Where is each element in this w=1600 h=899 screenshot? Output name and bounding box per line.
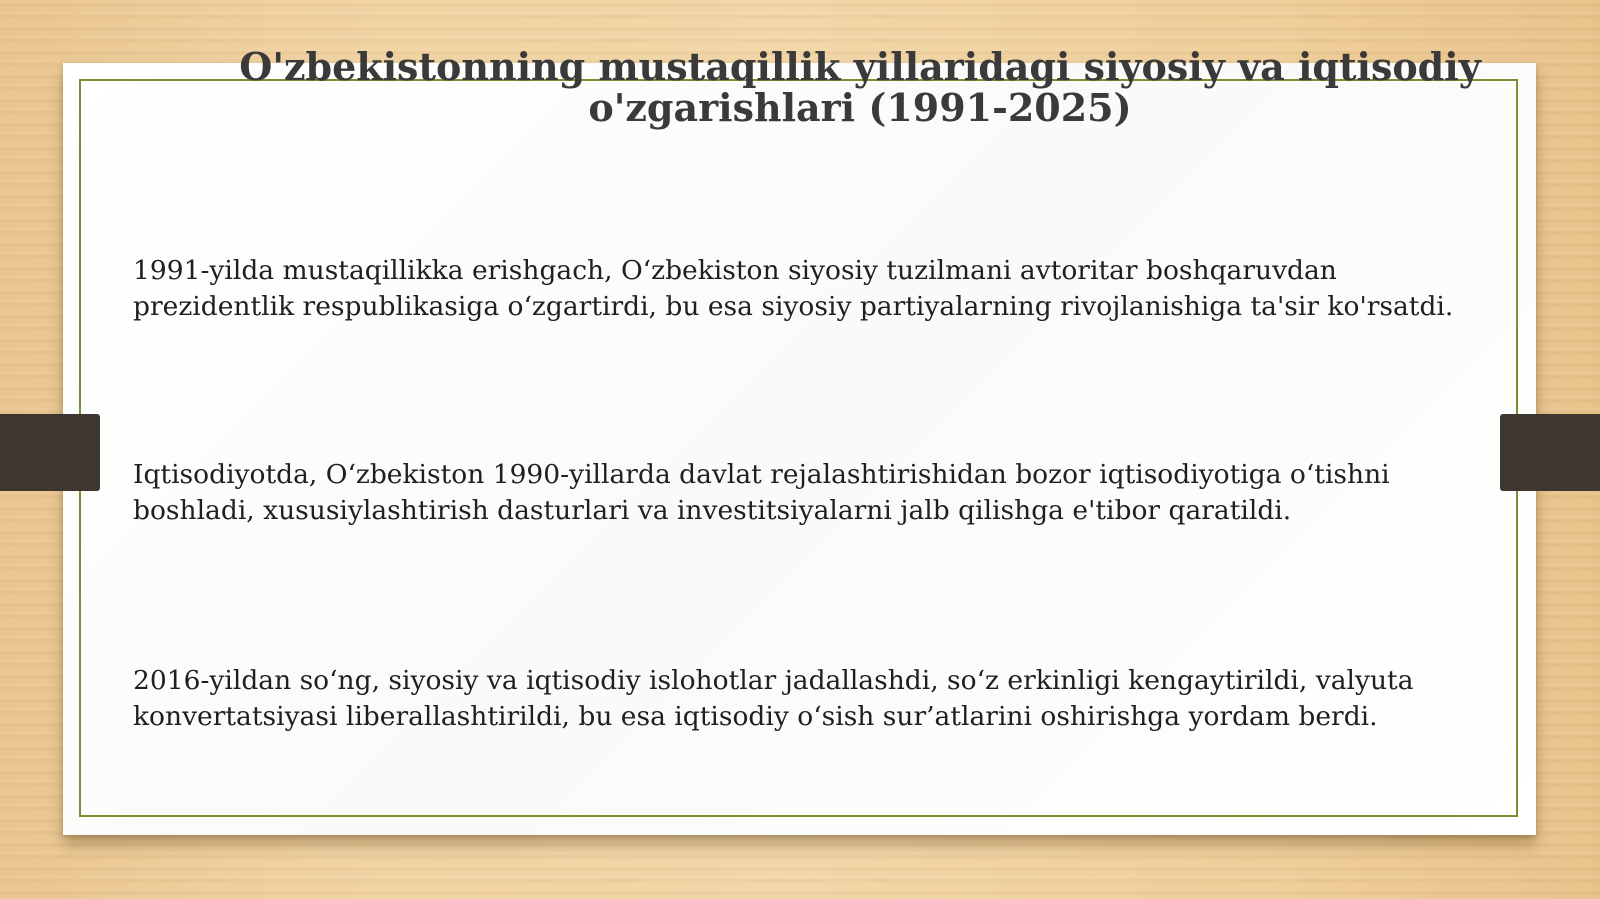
paragraph-reforms-2016: 2016-yildan so‘ng, siyosiy va iqtisodiy islohotlar jadallashdi, so‘z erkinligi kengaytirildi, valyuta konvertatsiyasi liberallashtirildi, bu esa iqtisodiy o‘sish sur’atlarini oshirishga yordam berdi. — [133, 665, 1414, 732]
left-side-tab — [0, 414, 100, 491]
right-side-tab — [1500, 414, 1600, 491]
paragraph-economy-transition: Iqtisodiyotda, O‘zbekiston 1990-yillarda davlat rejalashtirishidan bozor iqtisodiyotiga o‘tishni boshladi, xususiylashtirish dasturlari va investitsiyalarni jalb qilishga e'tibor qaratildi. — [133, 459, 1390, 526]
slide-title: O'zbekistonning mustaqillik yillaridagi siyosiy va iqtisodiy o'zgarishlari (1991-2025) — [239, 44, 1481, 130]
paragraph-independence-politics: 1991-yilda mustaqillikka erishgach, O‘zbekiston siyosiy tuzilmani avtoritar boshqaruvdan prezidentlik respublikasiga o‘zgartirdi, bu esa siyosiy partiyalarning rivojlanishiga ta'sir ko'rsatdi. — [133, 255, 1454, 322]
